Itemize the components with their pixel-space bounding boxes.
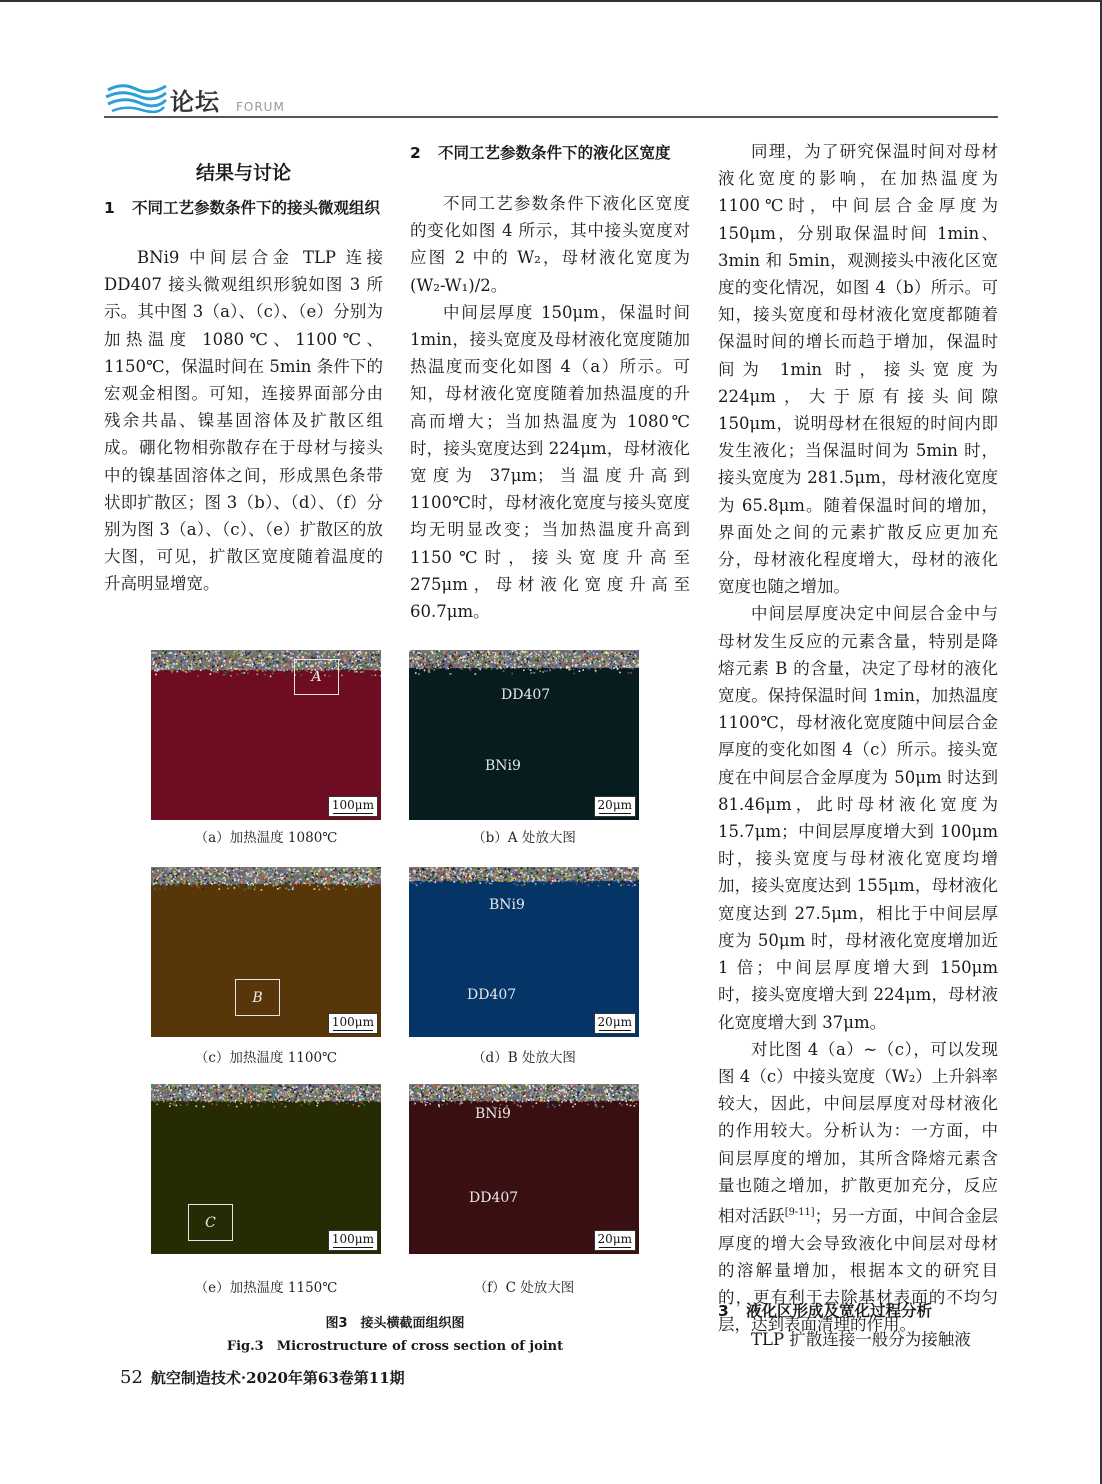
subheading-2-number: 2 (410, 144, 421, 162)
col2-paragraph-1: 不同工艺参数条件下液化区宽度的变化如图 4 所示，其中接头宽度对应图 2 中的 W₂，母材液化宽度为 (W₂-W₁)/2。 (410, 194, 690, 295)
micrograph-f-fill (409, 1084, 639, 1254)
figure-caption-cn: 图3 接头横截面组织图 (325, 1316, 465, 1331)
header-rule (104, 116, 998, 118)
column-1 (104, 244, 383, 598)
label-b-bottom: BNi9 (485, 758, 521, 774)
micrograph-e (151, 1084, 381, 1254)
caption-f: （f）C 处放大图 (473, 1280, 575, 1296)
subheading-3-text: 液化区形成及宽化过程分析 (746, 1302, 933, 1320)
col2-paragraph-2: 中间层厚度 150μm，保温时间 1min，接头宽度及母材液化宽度随加热温度而变化如图 4（a）所示。可知，母材液化宽度随着加热温度的升高而增大；当加热温度为 1080℃时，接头宽度达到 224μm，母材液化宽度为 37μm；当温度升高到 1100℃时，母材液化宽度与接头宽度均无明显改变；当加热温度升高到 1150℃时，接头宽度升高至 275μm，母材液化宽度升高至 60.7μm。 (410, 302, 690, 622)
subheading-1 (104, 195, 383, 222)
subheading-1-text: 不同工艺参数条件下的接头微观组织 (132, 199, 381, 217)
col3-paragraph-2: 中间层厚度决定中间层合金中与母材发生反应的元素含量，特别是降熔元素 B 的含量，决定了母材的液化宽度。保持保温时间 1min，加热温度 1100℃，母材液化宽度随中间层合金厚度的变化如图 4（c）所示。接头宽度在中间层合金厚度为 50μm 时达到 81.46μm，此时母材液化宽度为 15.7μm；中间层厚度增大到 100μm 时，接头宽度与母材液化宽度均增加，接头宽度达到 155μm，母材液化宽度达到 27.5μm，相比于中间层厚度为 50μm 时，母材液化宽度增加近 1 倍；中间层厚度增大到 150μm 时，接头宽度增大到 224μm，母材液化宽度增大到 37μm。 (718, 604, 998, 1032)
page-footer (120, 1367, 405, 1388)
header-section-en: FORUM (236, 100, 285, 114)
forum-wave-logo-icon (104, 80, 168, 114)
col1-paragraph: BNi9 中间层合金 TLP 连接 DD407 接头微观组织形貌如图 3 所示。其中图 3（a）、（c）、（e）分别为加热温度 1080℃、1100℃、1150℃，保温时间在 5min 条件下的宏观金相图。可知，连接界面部分由残余共晶、镍基固溶体及扩散区组成。硼化物相弥散存在于母材与接头中的镍基固溶体之间，形成黑色条带状即扩散区；图 3（b）、（d）、（f）分别为图 3（a）、（c）、（e）扩散区的放大图，可见，扩散区宽度随着温度的升高明显增宽。 (104, 248, 383, 594)
roi-box-c: C (188, 1204, 233, 1241)
subheading-2-text: 不同工艺参数条件下的液化区宽度 (438, 144, 671, 162)
scale-bar-e: 100μm (328, 1230, 378, 1251)
label-f-top: BNi9 (475, 1106, 511, 1122)
header-section-cn: 论坛 (170, 88, 220, 116)
page-number: 52 (120, 1367, 143, 1388)
subheading-3-number: 3 (718, 1302, 729, 1320)
scale-bar-f: 20μm (594, 1230, 636, 1251)
col3-paragraph-3 (718, 1036, 998, 1339)
scale-bar-b: 20μm (594, 796, 636, 817)
label-d-bottom: DD407 (467, 987, 517, 1003)
figure-caption-en: Fig.3 Microstructure of cross section of joint (226, 1339, 564, 1354)
caption-b: （b）A 处放大图 (472, 830, 576, 846)
micrograph-a-fill (151, 650, 381, 820)
micrograph-f (409, 1084, 639, 1254)
caption-a: （a）加热温度 1080℃ (194, 830, 338, 846)
roi-box-b: B (235, 979, 280, 1016)
col3-paragraph-3a: 对比图 4（a）~（c），可以发现图 4（c）中接头宽度（W₂）上升斜率较大，因此，中间层厚度对母材液化的作用较大。分析认为：一方面，中间层厚度的增加，其所含降熔元素含量也随之增加，扩散更加充分，反应相对活跃 (718, 1039, 998, 1226)
column-3 (718, 138, 998, 1338)
subheading-1-number: 1 (104, 199, 115, 217)
micrograph-b (409, 650, 639, 820)
scale-bar-d: 20μm (594, 1013, 636, 1034)
caption-c: （c）加热温度 1100℃ (194, 1050, 338, 1066)
journal-name: 航空制造技术·2020年第63卷第11期 (150, 1369, 405, 1387)
caption-d: （d）B 处放大图 (472, 1050, 576, 1066)
col3-paragraph-3b: ；另一方面，中间合金层厚度的增大会导致液化中间层对母材的溶解量增加，根据本文的研究目的，更有利于去除基材表面的不均匀层，达到表面清理的作用。 (718, 1206, 999, 1335)
section-title: 结果与讨论 (195, 162, 291, 184)
caption-e: （e）加热温度 1150℃ (194, 1280, 338, 1296)
subheading-3 (718, 1298, 998, 1325)
label-b-top: DD407 (501, 687, 551, 703)
col3-paragraph-1: 同理，为了研究保温时间对母材液化宽度的影响，在加热温度为 1100℃时，中间层合金厚度为 150μm，分别取保温时间 1min、3min 和 5min，观测接头中液化区宽度的变化情况，如图 4（b）所示。可知，接头宽度和母材液化宽度都随着保温时间的增长而趋于增加，保温时间为 1min 时，接头宽度为 224μm，大于原有接头间隙 150μm，说明母材在很短的时间内即发生液化；当保温时间为 5min 时，接头宽度为 281.5μm，母材液化宽度为 65.8μm。随着保温时间的增加，界面处之间的元素扩散反应更加充分，母材液化程度增大，母材的液化宽度也随之增加。 (718, 142, 998, 597)
scale-bar-a: 100μm (328, 796, 378, 817)
micrograph-d-fill (409, 867, 639, 1037)
column-2 (410, 190, 690, 625)
label-f-bottom: DD407 (469, 1190, 519, 1206)
roi-box-a: A (294, 659, 339, 695)
micrograph-a (151, 650, 381, 820)
col3-paragraph-4: TLP 扩散连接一般分为接触液 (751, 1330, 971, 1349)
micrograph-d (409, 867, 639, 1037)
column-3-tail (718, 1326, 998, 1353)
citation-ref: [9-11] (784, 1206, 815, 1218)
micrograph-c (151, 867, 381, 1037)
label-d-top: BNi9 (489, 897, 525, 913)
subheading-2 (410, 140, 690, 167)
scale-bar-c: 100μm (328, 1013, 378, 1034)
crop-line-top (0, 0, 1102, 2)
micrograph-e-fill (151, 1084, 381, 1254)
micrograph-b-fill (409, 650, 639, 820)
